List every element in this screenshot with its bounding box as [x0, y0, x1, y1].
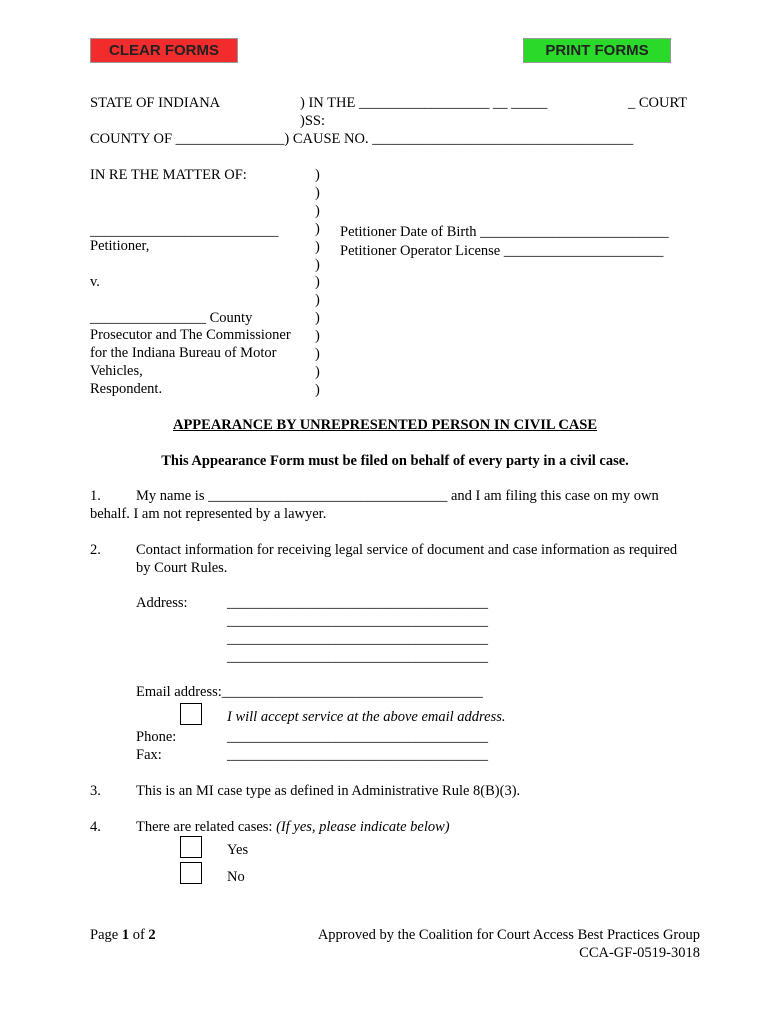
form-subtitle: This Appearance Form must be filed on behalf of every party in a civil case. [161, 453, 629, 469]
caption-paren: ) [315, 239, 320, 255]
petitioner-dob-field[interactable]: Petitioner Date of Birth __________________________ [340, 224, 669, 240]
caption-paren: ) [315, 328, 320, 344]
matter-label: IN RE THE MATTER OF: [90, 167, 247, 183]
versus-label: v. [90, 274, 100, 290]
email-accept-checkbox[interactable] [180, 703, 202, 725]
county-prosecutor-field[interactable]: ________________ County [90, 310, 253, 326]
page-current: 1 [121, 927, 130, 943]
respondent-line-2: for the Indiana Bureau of Motor [90, 345, 277, 361]
related-cases-no-checkbox[interactable] [180, 862, 202, 884]
item-4-instruction: (If yes, please indicate below) [276, 819, 450, 835]
caption-paren: ) [315, 382, 320, 398]
respondent-line-3: Vehicles, [90, 363, 143, 379]
caption-paren: ) [315, 221, 320, 237]
caption-paren: ) [315, 364, 320, 380]
name-field[interactable]: My name is _________________________________ and I am filing this case on my own [136, 488, 659, 504]
fax-label: Fax: [136, 747, 162, 763]
item-4-text [136, 818, 450, 836]
yes-label: Yes [227, 842, 249, 858]
page-of: of [129, 927, 149, 943]
item-1-text: behalf. I am not represented by a lawyer. [90, 506, 327, 522]
page-number [90, 926, 156, 944]
petitioner-license-field[interactable]: Petitioner Operator License ______________________ [340, 243, 664, 259]
caption-paren: ) [315, 292, 320, 308]
address-label: Address: [136, 595, 188, 611]
phone-field[interactable]: ____________________________________ [227, 729, 488, 745]
address-field-2[interactable]: ____________________________________ [227, 613, 488, 629]
form-code: CCA-GF-0519-3018 [579, 945, 700, 961]
caption-paren: ) [315, 185, 320, 201]
item-2-text: Contact information for receiving legal service of document and case information as required [136, 542, 678, 558]
caption-paren: ) [315, 203, 320, 219]
petitioner-name-field[interactable]: __________________________ [90, 223, 279, 239]
state-label: STATE OF INDIANA [90, 95, 221, 111]
caption-paren: ) [315, 257, 320, 273]
clear-forms-button[interactable]: CLEAR FORMS [90, 38, 238, 63]
address-field-3[interactable]: ____________________________________ [227, 631, 488, 647]
form-title: APPEARANCE BY UNREPRESENTED PERSON IN CIVIL CASE [172, 417, 598, 433]
email-field[interactable]: Email address:____________________________________ [136, 684, 483, 700]
address-field-1[interactable]: ____________________________________ [227, 595, 488, 611]
ss-label: )SS: [300, 113, 325, 129]
item-number-2: 2. [90, 542, 101, 558]
caption-paren: ) [315, 167, 320, 183]
caption-paren: ) [315, 310, 320, 326]
court-label: _ COURT [628, 95, 688, 111]
court-name-field[interactable]: ) IN THE __________________ __ _____ [300, 95, 548, 111]
caption-paren: ) [315, 274, 320, 290]
item-number-4: 4. [90, 819, 101, 835]
related-cases-yes-checkbox[interactable] [180, 836, 202, 858]
caption-paren: ) [315, 346, 320, 362]
item-3-text: This is an MI case type as defined in Administrative Rule 8(B)(3). [136, 783, 521, 799]
respondent-line-1: Prosecutor and The Commissioner [90, 327, 291, 343]
item-number-1: 1. [90, 488, 101, 504]
no-label: No [227, 869, 245, 885]
page-total: 2 [148, 927, 156, 943]
page-prefix: Page [90, 927, 122, 943]
approved-note: Approved by the Coalition for Court Access Best Practices Group [317, 927, 700, 943]
item-2-text: by Court Rules. [136, 560, 228, 576]
respondent-line-4: Respondent. [90, 381, 163, 397]
item-4-question: There are related cases: [136, 819, 277, 835]
item-number-3: 3. [90, 783, 101, 799]
county-cause-line[interactable]: COUNTY OF _______________) CAUSE NO. ____________________________________ [90, 131, 634, 147]
email-accept-label: I will accept service at the above email address. [227, 709, 506, 725]
address-field-4[interactable]: ____________________________________ [227, 649, 488, 665]
fax-field[interactable]: ____________________________________ [227, 747, 488, 763]
print-forms-button[interactable]: PRINT FORMS [523, 38, 671, 63]
phone-label: Phone: [136, 729, 177, 745]
petitioner-label: Petitioner, [90, 238, 150, 254]
